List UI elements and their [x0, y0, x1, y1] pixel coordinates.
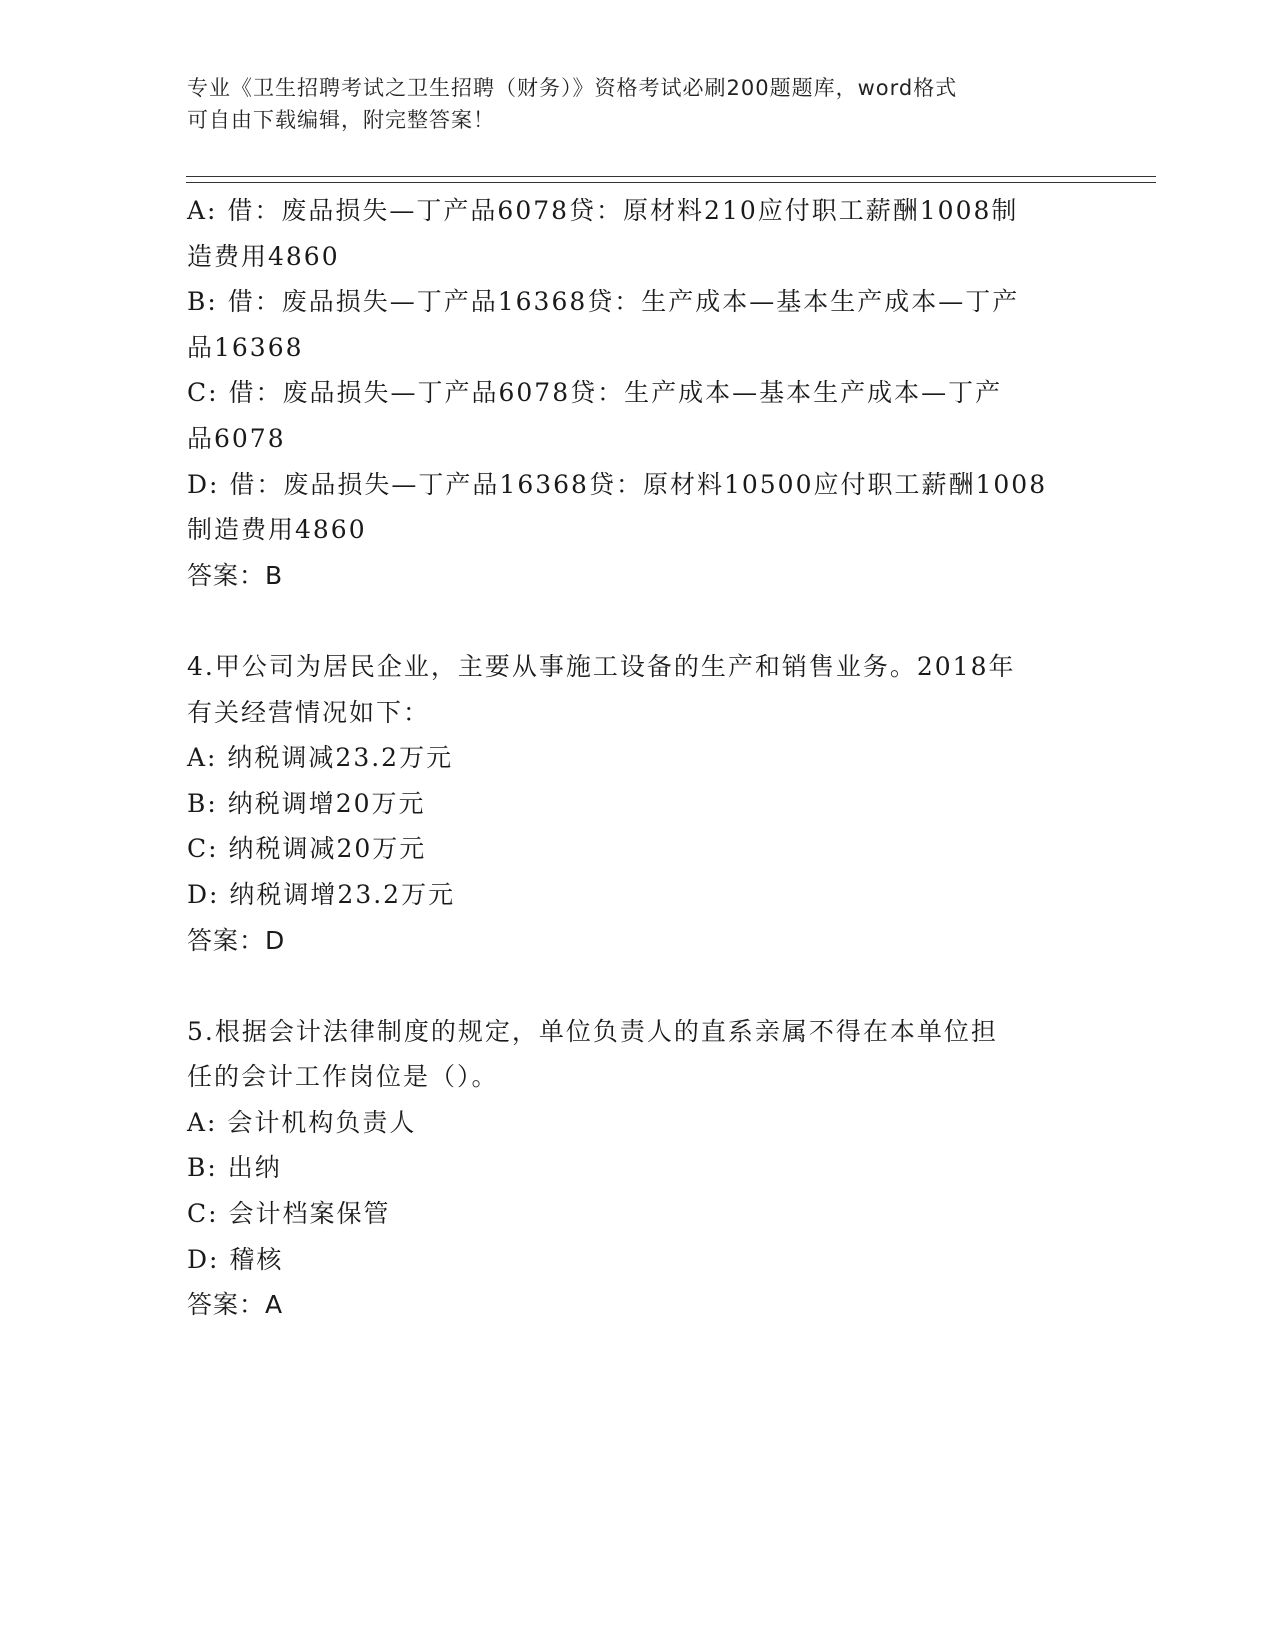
option-d-line-2: 制造费用4860 [187, 515, 367, 545]
option-a: A: 会计机构负责人 [187, 1107, 417, 1137]
question-stem-line-1: 5.根据会计法律制度的规定，单位负责人的直系亲属不得在本单位担 [187, 1016, 998, 1046]
spacer [187, 598, 1087, 644]
option-a-line-2: 造费用4860 [187, 241, 340, 271]
option-c: C: 纳税调减20万元 [187, 834, 427, 864]
option-a: A: 纳税调减23.2万元 [187, 743, 454, 773]
answer-line: 答案：B [187, 560, 284, 590]
question-5 [187, 1009, 1087, 1328]
document-body [187, 188, 1087, 1328]
question-stem-line-2: 任的会计工作岗位是（）。 [187, 1062, 499, 1092]
question-stem-line-2: 有关经营情况如下： [187, 697, 431, 727]
header-divider-bottom [186, 182, 1156, 183]
question-3 [187, 188, 1087, 598]
option-b: B: 出纳 [187, 1153, 282, 1183]
option-b-line-2: 品16368 [187, 332, 304, 362]
option-c-line-2: 品6078 [187, 423, 286, 453]
question-4 [187, 644, 1087, 963]
option-b-line-1: B: 借：废品损失—丁产品16368贷：生产成本—基本生产成本—丁产 [187, 287, 1020, 317]
spacer [187, 963, 1087, 1009]
header-divider-top [186, 176, 1156, 177]
option-d: D: 稽核 [187, 1244, 284, 1274]
header-line-2: 可自由下载编辑，附完整答案！ [187, 108, 495, 132]
option-b: B: 纳税调增20万元 [187, 788, 426, 818]
option-c-line-1: C: 借：废品损失—丁产品6078贷：生产成本—基本生产成本—丁产 [187, 378, 1003, 408]
option-c: C: 会计档案保管 [187, 1199, 391, 1229]
option-d: D: 纳税调增23.2万元 [187, 879, 456, 909]
header-line-1: 专业《卫生招聘考试之卫生招聘（财务）》资格考试必刷200题题库，word格式 [187, 76, 958, 100]
answer-line: 答案：A [187, 1290, 284, 1320]
question-stem-line-1: 4.甲公司为居民企业，主要从事施工设备的生产和销售业务。2018年 [187, 651, 1016, 681]
option-a-line-1: A: 借：废品损失—丁产品6078贷：原材料210应付职工薪酬1008制 [187, 196, 1019, 225]
answer-line: 答案：D [187, 925, 286, 955]
option-d-line-1: D: 借：废品损失—丁产品16368贷：原材料10500应付职工薪酬1008 [187, 469, 1048, 499]
document-header [187, 72, 1067, 136]
